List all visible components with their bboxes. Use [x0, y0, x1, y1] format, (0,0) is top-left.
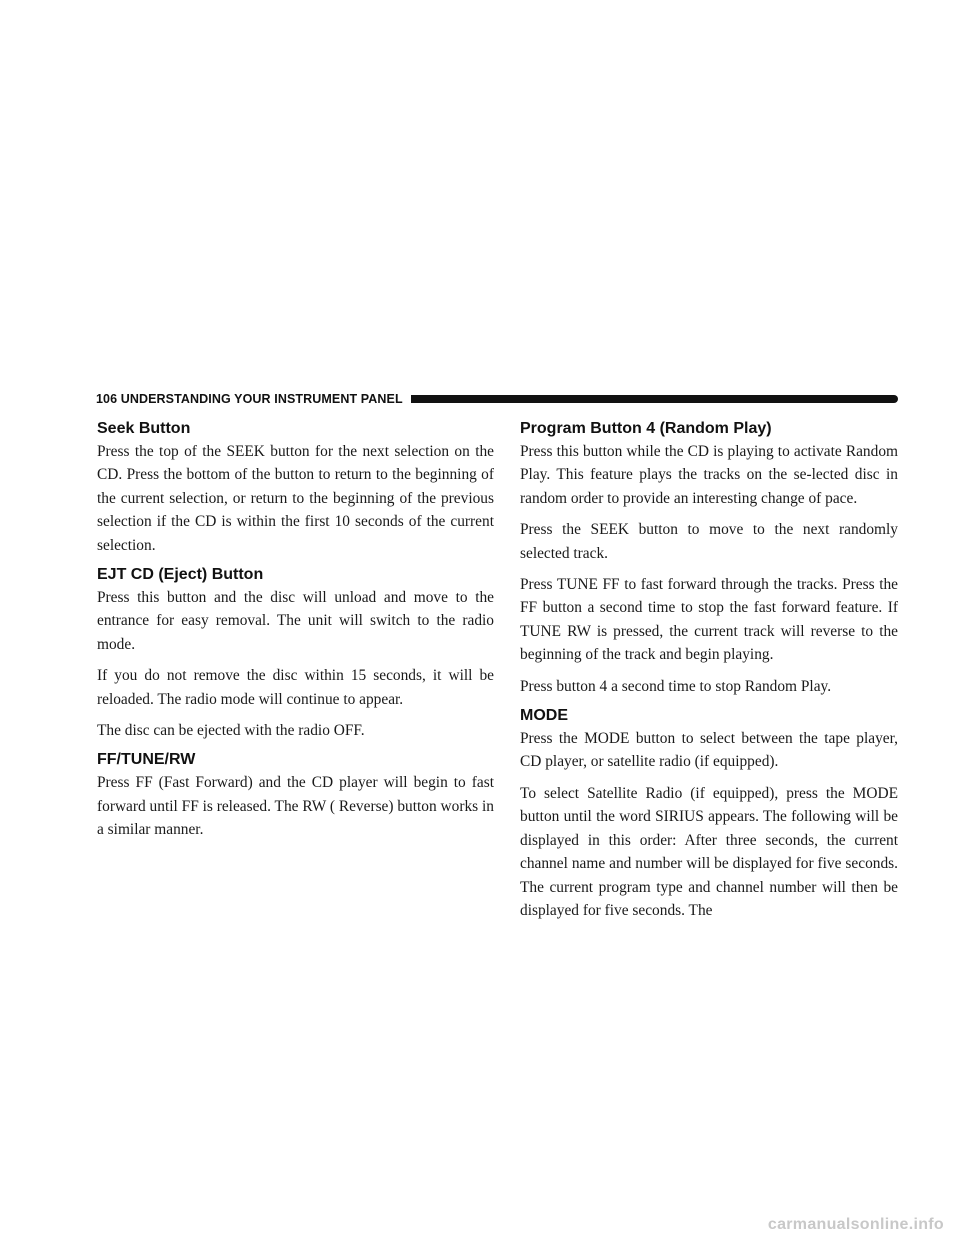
section-ff-tune-rw — [97, 750, 494, 841]
paragraph: To select Satellite Radio (if equipped), press the MODE button until the word SIRIUS appears. The following will be displayed in this order: After three seconds, the current channel name and number will be displayed for five seconds. The current program type and channel number will then be displayed for five seconds. The — [520, 784, 898, 919]
paragraph: Press this button and the disc will unload and move to the entrance for easy removal. The unit will switch to the radio mode. — [97, 589, 494, 653]
section-seek-button — [97, 419, 494, 557]
paragraph: Press FF (Fast Forward) and the CD player will begin to fast forward until FF is released. The RW ( Reverse) button works in a similar manner. — [97, 774, 494, 839]
paragraph: Press this button while the CD is playing to activate Random Play. This feature plays the tracks on the se-lected disc in random order to provide an interesting change of pace. — [520, 443, 898, 507]
paragraph: Press the MODE button to select between the tape player, CD player, or satellite radio (if equipped). — [520, 730, 898, 771]
paragraph: Press the SEEK button to move to the next randomly selected track. — [520, 521, 898, 562]
right-column — [520, 419, 898, 930]
watermark-logo: carmanualsonline.info — [767, 1216, 944, 1233]
header-rule — [411, 395, 898, 403]
paragraph: The disc can be ejected with the radio OFF. — [97, 722, 365, 740]
section-heading: Program Button 4 (Random Play) — [520, 420, 772, 437]
paragraph: Press TUNE FF to fast forward through the tracks. Press the FF button a second time to stop the fast forward feature. If TUNE RW is pressed, the current track will reverse to the beginning of the track and begin playing. — [520, 576, 898, 664]
section-heading: FF/TUNE/RW — [97, 751, 196, 769]
paragraph: Press button 4 a second time to stop Random Play. — [520, 677, 832, 695]
section-heading: MODE — [520, 707, 568, 725]
section-eject-button — [97, 565, 494, 742]
paragraph: Press the top of the SEEK button for the next selection on the CD. Press the bottom of the button to return to the beginning of the current selection, or return to the beginning of the previous selection if the CD is within the first 10 seconds of the current selection. — [97, 443, 494, 554]
section-random-play — [520, 419, 898, 698]
left-column — [97, 419, 494, 850]
section-mode — [520, 706, 898, 922]
paragraph: If you do not remove the disc within 15 seconds, it will be reloaded. The radio mode will continue to appear. — [97, 667, 494, 708]
section-heading: EJT CD (Eject) Button — [97, 566, 264, 584]
page-number-title: 106 UNDERSTANDING YOUR INSTRUMENT PANEL — [96, 392, 403, 406]
page-header — [96, 391, 898, 407]
section-heading: Seek Button — [97, 420, 191, 437]
